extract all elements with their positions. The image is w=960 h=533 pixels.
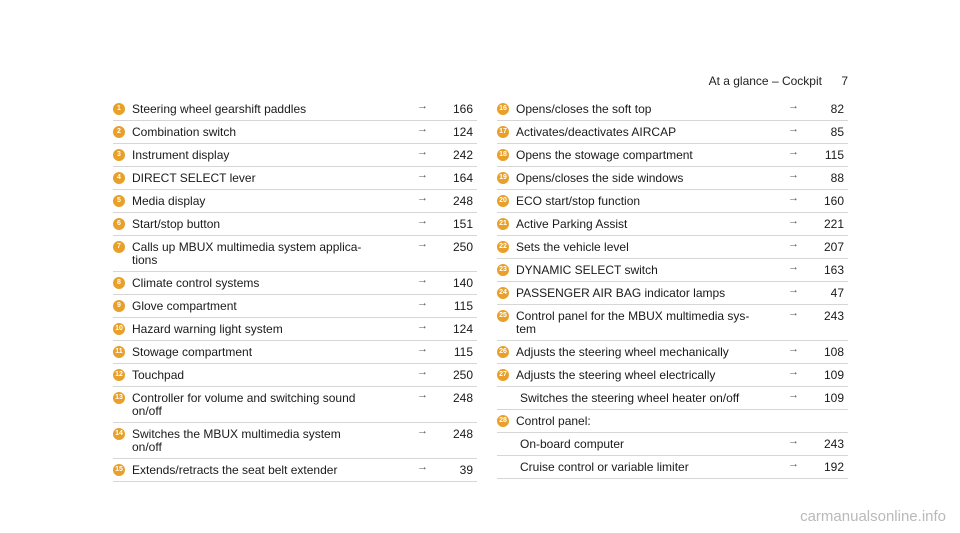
item-description: On-board computer [520, 437, 625, 451]
item-number-badge: 20 [497, 195, 509, 207]
legend-row [497, 121, 848, 144]
right-legend-column [497, 98, 848, 479]
arrow-right-icon: → [417, 366, 428, 378]
item-number-badge: 28 [497, 415, 509, 427]
item-number-badge: 12 [113, 369, 125, 381]
page-reference: 85 [830, 125, 844, 139]
item-description: Activates/deactivates AIRCAP [516, 125, 677, 139]
item-description: Opens/closes the soft top [516, 102, 652, 116]
legend-row [113, 121, 477, 144]
legend-row [113, 144, 477, 167]
item-description: Switches the MBUX multimedia system on/off [132, 427, 341, 454]
item-number-badge: 3 [113, 149, 125, 161]
item-number-badge: 13 [113, 392, 125, 404]
legend-row [497, 456, 848, 479]
page-reference: 115 [453, 299, 473, 313]
item-number-badge: 4 [113, 172, 125, 184]
page-reference: 47 [830, 286, 844, 300]
arrow-right-icon: → [417, 238, 428, 250]
page-reference: 109 [823, 368, 844, 382]
page-reference: 140 [452, 276, 473, 290]
legend-row [497, 387, 848, 410]
arrow-right-icon: → [788, 100, 799, 112]
arrow-right-icon: → [417, 297, 428, 309]
page-reference: 82 [830, 102, 844, 116]
legend-row [497, 213, 848, 236]
page-reference: 88 [830, 171, 844, 185]
arrow-right-icon: → [788, 215, 799, 227]
arrow-right-icon: → [788, 389, 799, 401]
arrow-right-icon: → [417, 461, 428, 473]
page-reference: 108 [823, 345, 844, 359]
arrow-right-icon: → [788, 435, 799, 447]
page-reference: 164 [452, 171, 473, 185]
arrow-right-icon: → [417, 192, 428, 204]
arrow-right-icon: → [788, 261, 799, 273]
item-description: ECO start/stop function [516, 194, 641, 208]
item-description: Calls up MBUX multimedia system applica- tions [132, 240, 362, 267]
item-number-badge: 7 [113, 241, 125, 253]
arrow-right-icon: → [417, 343, 428, 355]
item-number-badge: 5 [113, 195, 125, 207]
page-reference: 160 [823, 194, 844, 208]
page-reference: 109 [823, 391, 844, 405]
item-description: Opens the stowage compartment [516, 148, 693, 162]
item-number-badge: 26 [497, 346, 509, 358]
arrow-right-icon: → [417, 169, 428, 181]
arrow-right-icon: → [788, 192, 799, 204]
item-number-badge: 14 [113, 428, 125, 440]
legend-row [113, 295, 477, 318]
legend-row [497, 305, 848, 341]
arrow-right-icon: → [788, 146, 799, 158]
page-reference: 124 [452, 322, 473, 336]
legend-row [113, 272, 477, 295]
page-reference: 124 [452, 125, 473, 139]
arrow-right-icon: → [788, 307, 799, 319]
item-description: Hazard warning light system [132, 322, 283, 336]
page-reference: 115 [824, 148, 844, 162]
page-number: 7 [841, 74, 848, 88]
legend-row [497, 410, 848, 433]
item-number-badge: 18 [497, 149, 509, 161]
item-description: Touchpad [132, 368, 185, 382]
item-description: Glove compartment [132, 299, 237, 313]
page-reference: 39 [459, 463, 473, 477]
arrow-right-icon: → [417, 146, 428, 158]
item-description: DIRECT SELECT lever [132, 171, 256, 185]
legend-row [113, 341, 477, 364]
legend-row [497, 433, 848, 456]
legend-row [497, 190, 848, 213]
legend-row [497, 236, 848, 259]
page-reference: 221 [823, 217, 844, 231]
item-description: Start/stop button [132, 217, 221, 231]
item-description: DYNAMIC SELECT switch [516, 263, 658, 277]
legend-row [113, 364, 477, 387]
item-description: Cruise control or variable limiter [520, 460, 689, 474]
item-description: Media display [132, 194, 206, 208]
page-reference: 163 [823, 263, 844, 277]
arrow-right-icon: → [417, 274, 428, 286]
arrow-right-icon: → [417, 215, 428, 227]
arrow-right-icon: → [417, 123, 428, 135]
legend-row [113, 213, 477, 236]
item-description: Instrument display [132, 148, 230, 162]
legend-row [497, 364, 848, 387]
item-number-badge: 15 [113, 464, 125, 476]
legend-row [497, 341, 848, 364]
item-description: Control panel: [516, 414, 591, 428]
item-number-badge: 11 [113, 346, 125, 358]
item-description: Adjusts the steering wheel electrically [516, 368, 716, 382]
page-reference: 248 [452, 194, 473, 208]
legend-row [113, 190, 477, 213]
legend-row [113, 236, 477, 272]
arrow-right-icon: → [417, 100, 428, 112]
legend-row [113, 318, 477, 341]
item-number-badge: 2 [113, 126, 125, 138]
watermark: carmanualsonline.info [800, 508, 946, 525]
arrow-right-icon: → [788, 284, 799, 296]
page-reference: 248 [452, 427, 473, 441]
page-reference: 166 [452, 102, 473, 116]
item-number-badge: 9 [113, 300, 125, 312]
item-description: Active Parking Assist [516, 217, 628, 231]
page-reference: 243 [823, 437, 844, 451]
legend-row [113, 98, 477, 121]
page-reference: 250 [452, 368, 473, 382]
item-number-badge: 10 [113, 323, 125, 335]
item-number-badge: 23 [497, 264, 509, 276]
item-number-badge: 1 [113, 103, 125, 115]
item-description: Climate control systems [132, 276, 260, 290]
item-description: PASSENGER AIR BAG indicator lamps [516, 286, 726, 300]
item-number-badge: 27 [497, 369, 509, 381]
item-description: Controller for volume and switching sound on/off [132, 391, 356, 418]
arrow-right-icon: → [788, 169, 799, 181]
item-number-badge: 22 [497, 241, 509, 253]
left-legend-column [113, 98, 477, 482]
item-description: Steering wheel gearshift paddles [132, 102, 307, 116]
item-number-badge: 17 [497, 126, 509, 138]
legend-row [113, 387, 477, 423]
legend-row [113, 423, 477, 459]
item-description: Stowage compartment [132, 345, 253, 359]
page-reference: 248 [452, 391, 473, 405]
page-reference: 250 [452, 240, 473, 254]
item-description: Switches the steering wheel heater on/off [520, 391, 740, 405]
legend-row [497, 259, 848, 282]
item-number-badge: 16 [497, 103, 509, 115]
item-description: Combination switch [132, 125, 237, 139]
item-description: Control panel for the MBUX multimedia sys- tem [516, 309, 750, 336]
page-reference: 242 [452, 148, 473, 162]
legend-row [113, 459, 477, 482]
item-description: Extends/retracts the seat belt extender [132, 463, 338, 477]
legend-row [497, 144, 848, 167]
item-number-badge: 19 [497, 172, 509, 184]
arrow-right-icon: → [788, 343, 799, 355]
legend-row [497, 98, 848, 121]
page-header [709, 74, 848, 88]
page-reference: 192 [823, 460, 844, 474]
item-description: Sets the vehicle level [516, 240, 629, 254]
arrow-right-icon: → [788, 458, 799, 470]
page-reference: 151 [452, 217, 473, 231]
arrow-right-icon: → [417, 320, 428, 332]
page-reference: 207 [823, 240, 844, 254]
arrow-right-icon: → [788, 123, 799, 135]
item-description: Opens/closes the side windows [516, 171, 684, 185]
legend-row [497, 167, 848, 190]
item-number-badge: 21 [497, 218, 509, 230]
item-number-badge: 6 [113, 218, 125, 230]
arrow-right-icon: → [417, 425, 428, 437]
arrow-right-icon: → [417, 389, 428, 401]
page-reference: 115 [453, 345, 473, 359]
item-number-badge: 8 [113, 277, 125, 289]
item-number-badge: 24 [497, 287, 509, 299]
arrow-right-icon: → [788, 366, 799, 378]
item-number-badge: 25 [497, 310, 509, 322]
legend-row [113, 167, 477, 190]
legend-row [497, 282, 848, 305]
item-description: Adjusts the steering wheel mechanically [516, 345, 729, 359]
page-reference: 243 [823, 309, 844, 323]
section-title: At a glance – Cockpit [708, 74, 822, 88]
arrow-right-icon: → [788, 238, 799, 250]
